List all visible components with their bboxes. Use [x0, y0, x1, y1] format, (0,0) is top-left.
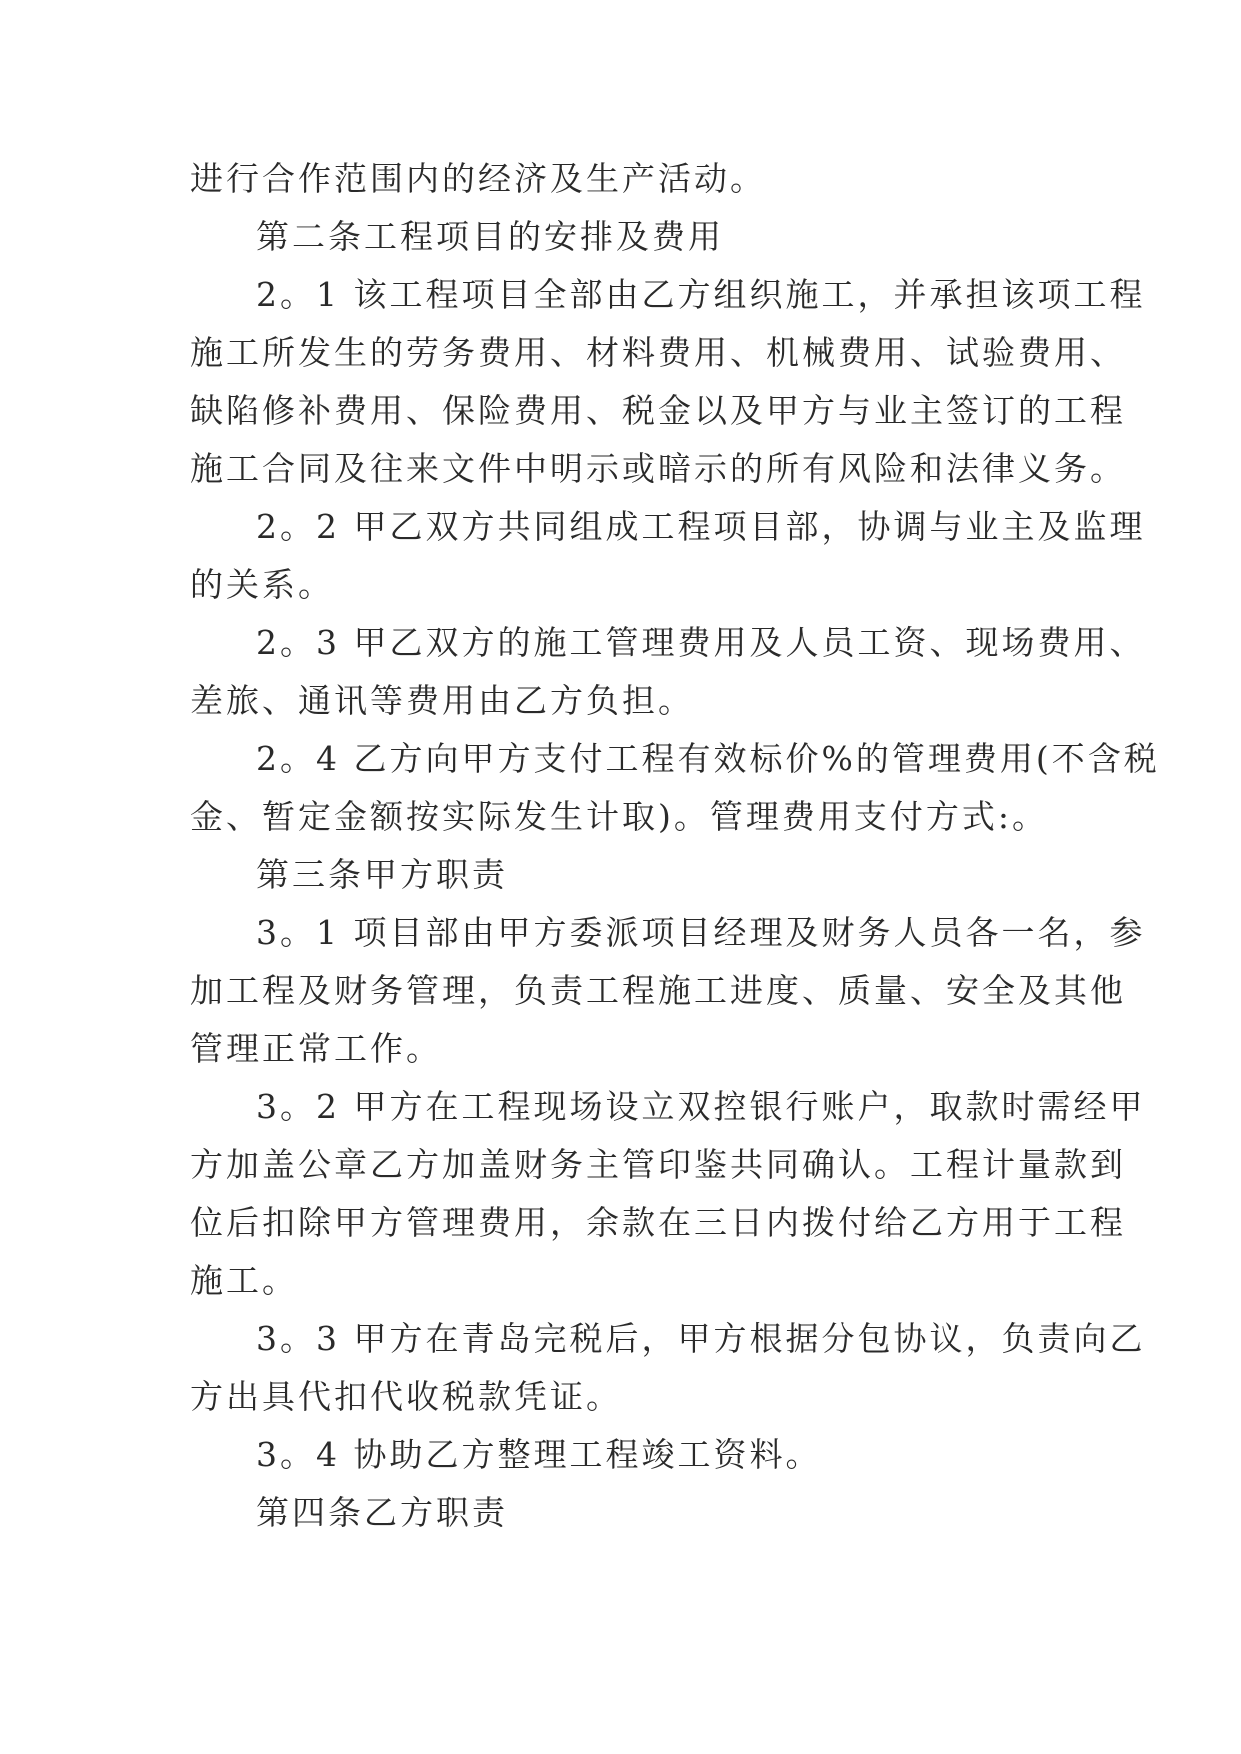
clause-2-3-line: 2。3 甲乙双方的施工管理费用及人员工资、现场费用、	[256, 623, 1146, 662]
section-heading-article-2: 第二条工程项目的安排及费用	[256, 217, 724, 256]
clause-3-1-line: 加工程及财务管理，负责工程施工进度、质量、安全及其他	[190, 971, 1126, 1010]
clause-3-2-line: 3。2 甲方在工程现场设立双控银行账户，取款时需经甲	[256, 1087, 1146, 1126]
clause-2-3-line: 差旅、通讯等费用由乙方负担。	[190, 681, 694, 720]
document-page	[190, 156, 1160, 1548]
clause-3-2-line: 施工。	[190, 1261, 298, 1300]
section-heading-article-4: 第四条乙方职责	[256, 1493, 508, 1532]
clause-3-2-line: 位后扣除甲方管理费用，余款在三日内拨付给乙方用于工程	[190, 1203, 1126, 1242]
clause-2-2-line: 的关系。	[190, 565, 334, 604]
clause-2-1-line: 缺陷修补费用、保险费用、税金以及甲方与业主签订的工程	[190, 391, 1126, 430]
clause-3-4-line: 3。4 协助乙方整理工程竣工资料。	[256, 1435, 822, 1474]
clause-3-1-line: 管理正常工作。	[190, 1029, 442, 1068]
clause-3-2-line: 方加盖公章乙方加盖财务主管印鉴共同确认。工程计量款到	[190, 1145, 1126, 1184]
clause-3-3-line: 3。3 甲方在青岛完税后，甲方根据分包协议，负责向乙	[256, 1319, 1146, 1358]
paragraph-line: 进行合作范围内的经济及生产活动。	[190, 159, 766, 198]
clause-2-1-line: 施工所发生的劳务费用、材料费用、机械费用、试验费用、	[190, 333, 1126, 372]
clause-2-4-line: 2。4 乙方向甲方支付工程有效标价%的管理费用(不含税	[256, 739, 1160, 778]
clause-2-1-line: 施工合同及往来文件中明示或暗示的所有风险和法律义务。	[190, 449, 1126, 488]
clause-2-2-line: 2。2 甲乙双方共同组成工程项目部，协调与业主及监理	[256, 507, 1146, 546]
section-heading-article-3: 第三条甲方职责	[256, 855, 508, 894]
clause-2-1-line: 2。1 该工程项目全部由乙方组织施工，并承担该项工程	[256, 275, 1146, 314]
clause-3-1-line: 3。1 项目部由甲方委派项目经理及财务人员各一名，参	[256, 913, 1146, 952]
clause-3-3-line: 方出具代扣代收税款凭证。	[190, 1377, 622, 1416]
clause-2-4-line: 金、暂定金额按实际发生计取)。管理费用支付方式:。	[190, 797, 1048, 836]
